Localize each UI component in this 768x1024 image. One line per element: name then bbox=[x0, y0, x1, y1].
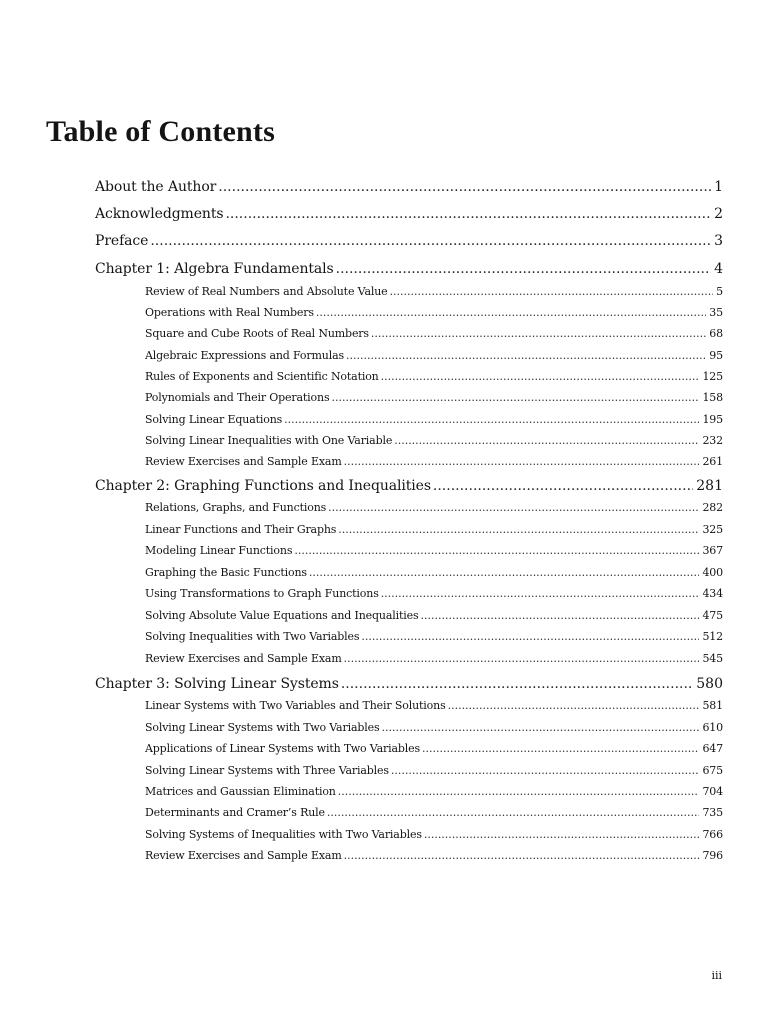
toc-entry-page: 125 bbox=[702, 370, 723, 383]
toc-entry-title: Solving Absolute Value Equations and Inequalities bbox=[145, 609, 419, 622]
toc-section-entry[interactable] bbox=[145, 825, 723, 845]
dot-leader bbox=[390, 282, 714, 302]
toc-entry-title: Determinants and Cramer’s Rule bbox=[145, 806, 325, 819]
toc-entry-page: 580 bbox=[696, 676, 723, 692]
toc-section-entry[interactable] bbox=[145, 718, 723, 738]
toc-section-entry[interactable] bbox=[145, 846, 723, 866]
toc-entry-title: Solving Linear Inequalities with One Variable bbox=[145, 434, 393, 447]
toc-section-entry[interactable] bbox=[145, 520, 723, 540]
toc-entry-title: Solving Linear Systems with Two Variables bbox=[145, 721, 380, 734]
toc-entry-page: 367 bbox=[702, 544, 723, 557]
toc-entry-title: Chapter 1: Algebra Fundamentals bbox=[95, 261, 334, 277]
dot-leader bbox=[328, 498, 699, 518]
dot-leader bbox=[338, 520, 699, 540]
dot-leader bbox=[394, 431, 699, 451]
toc-entry-page: 95 bbox=[709, 349, 723, 362]
toc-section-entry[interactable] bbox=[145, 696, 723, 716]
toc-section-entry[interactable] bbox=[145, 761, 723, 781]
dot-leader bbox=[341, 672, 693, 696]
toc-section-entry[interactable] bbox=[145, 803, 723, 823]
toc-entry-page: 325 bbox=[702, 523, 723, 536]
dot-leader bbox=[344, 649, 700, 669]
toc-entry-page: 232 bbox=[702, 434, 723, 447]
dot-leader bbox=[381, 367, 700, 387]
toc-entry-page: 195 bbox=[702, 413, 723, 426]
toc-entry-title: Algebraic Expressions and Formulas bbox=[145, 349, 344, 362]
toc-entry-page: 581 bbox=[702, 699, 723, 712]
toc-entry-page: 512 bbox=[702, 630, 723, 643]
toc-section-entry[interactable] bbox=[145, 388, 723, 408]
toc-entry-title: Review of Real Numbers and Absolute Value bbox=[145, 285, 388, 298]
toc-section-entry[interactable] bbox=[145, 606, 723, 626]
toc-entry-title: Polynomials and Their Operations bbox=[145, 391, 330, 404]
toc-section-entry[interactable] bbox=[145, 563, 723, 583]
dot-leader bbox=[381, 584, 700, 604]
toc-entry-title: Review Exercises and Sample Exam bbox=[145, 455, 342, 468]
toc-entry-title: Graphing the Basic Functions bbox=[145, 566, 307, 579]
dot-leader bbox=[361, 627, 699, 647]
toc-section-entry[interactable] bbox=[145, 431, 723, 451]
toc-entry-title: Matrices and Gaussian Elimination bbox=[145, 785, 336, 798]
toc-entry-page: 400 bbox=[702, 566, 723, 579]
toc-entry-page: 4 bbox=[714, 261, 723, 277]
toc-entry-page: 475 bbox=[702, 609, 723, 622]
dot-leader bbox=[421, 606, 700, 626]
toc-entry-page: 2 bbox=[714, 206, 723, 222]
toc-entry-page: 610 bbox=[702, 721, 723, 734]
toc-entry-page: 158 bbox=[702, 391, 723, 404]
toc-entry-title: Preface bbox=[95, 233, 149, 249]
toc-chapter-entry[interactable] bbox=[95, 672, 723, 696]
toc-entry-title: Chapter 2: Graphing Functions and Inequalities bbox=[95, 478, 431, 494]
toc-section-entry[interactable] bbox=[145, 649, 723, 669]
dot-leader bbox=[424, 825, 700, 845]
toc-entry-title: Review Exercises and Sample Exam bbox=[145, 849, 342, 862]
toc-chapter-entry[interactable] bbox=[95, 257, 723, 281]
toc-entry-page: 766 bbox=[702, 828, 723, 841]
dot-leader bbox=[344, 452, 700, 472]
toc-entry-page: 281 bbox=[696, 478, 723, 494]
dot-leader bbox=[433, 474, 693, 498]
toc-entry-page: 5 bbox=[716, 285, 723, 298]
toc-entry-page: 3 bbox=[714, 233, 723, 249]
toc-section-entry[interactable] bbox=[145, 303, 723, 323]
dot-leader bbox=[225, 202, 711, 226]
dot-leader bbox=[338, 782, 700, 802]
toc-entry-title: Operations with Real Numbers bbox=[145, 306, 314, 319]
toc-chapter-entry[interactable] bbox=[95, 175, 723, 199]
toc-entry-title: Solving Linear Systems with Three Variables bbox=[145, 764, 389, 777]
page-title: Table of Contents bbox=[46, 115, 275, 148]
dot-leader bbox=[344, 846, 700, 866]
dot-leader bbox=[422, 739, 699, 759]
toc-entry-page: 1 bbox=[714, 179, 723, 195]
dot-leader bbox=[381, 718, 699, 738]
toc-entry-title: Applications of Linear Systems with Two Variables bbox=[145, 742, 420, 755]
toc-section-entry[interactable] bbox=[145, 584, 723, 604]
dot-leader bbox=[448, 696, 700, 716]
dot-leader bbox=[309, 563, 700, 583]
toc-entry-page: 647 bbox=[702, 742, 723, 755]
toc-entry-title: Using Transformations to Graph Functions bbox=[145, 587, 379, 600]
dot-leader bbox=[316, 303, 706, 323]
toc-entry-page: 35 bbox=[709, 306, 723, 319]
toc-entry-title: Acknowledgments bbox=[95, 206, 224, 222]
dot-leader bbox=[346, 346, 706, 366]
toc-chapter-entry[interactable] bbox=[95, 474, 723, 498]
dot-leader bbox=[391, 761, 700, 781]
toc-entry-page: 675 bbox=[702, 764, 723, 777]
toc-entry-title: Solving Linear Equations bbox=[145, 413, 283, 426]
toc-section-entry[interactable] bbox=[145, 782, 723, 802]
toc-section-entry[interactable] bbox=[145, 452, 723, 472]
toc-entry-title: Solving Inequalities with Two Variables bbox=[145, 630, 360, 643]
toc-entry-title: Linear Systems with Two Variables and Their Solutions bbox=[145, 699, 446, 712]
toc-chapter-entry[interactable] bbox=[95, 229, 723, 253]
toc-section-entry[interactable] bbox=[145, 346, 723, 366]
toc-section-entry[interactable] bbox=[145, 367, 723, 387]
toc-entry-page: 704 bbox=[702, 785, 723, 798]
toc-section-entry[interactable] bbox=[145, 541, 723, 561]
toc-section-entry[interactable] bbox=[145, 282, 723, 302]
dot-leader bbox=[284, 410, 699, 430]
toc-entry-title: Square and Cube Roots of Real Numbers bbox=[145, 327, 369, 340]
toc-section-entry[interactable] bbox=[145, 324, 723, 344]
page-number: iii bbox=[711, 969, 722, 982]
toc-section-entry[interactable] bbox=[145, 627, 723, 647]
dot-leader bbox=[336, 257, 711, 281]
dot-leader bbox=[150, 229, 711, 253]
toc-entry-page: 545 bbox=[702, 652, 723, 665]
toc-section-entry[interactable] bbox=[145, 498, 723, 518]
toc-entry-page: 796 bbox=[702, 849, 723, 862]
toc-entry-title: Modeling Linear Functions bbox=[145, 544, 293, 557]
toc-entry-title: Review Exercises and Sample Exam bbox=[145, 652, 342, 665]
toc-chapter-entry[interactable] bbox=[95, 202, 723, 226]
toc-entry-title: Relations, Graphs, and Functions bbox=[145, 501, 327, 514]
toc-entry-title: About the Author bbox=[95, 179, 217, 195]
toc-section-entry[interactable] bbox=[145, 410, 723, 430]
toc-entry-title: Linear Functions and Their Graphs bbox=[145, 523, 337, 536]
toc-entry-title: Solving Systems of Inequalities with Two Variables bbox=[145, 828, 422, 841]
dot-leader bbox=[218, 175, 711, 199]
dot-leader bbox=[327, 803, 700, 823]
dot-leader bbox=[371, 324, 706, 344]
toc-entry-title: Rules of Exponents and Scientific Notation bbox=[145, 370, 379, 383]
toc-entry-page: 261 bbox=[702, 455, 723, 468]
toc-entry-title: Chapter 3: Solving Linear Systems bbox=[95, 676, 339, 692]
toc-entry-page: 68 bbox=[709, 327, 723, 340]
dot-leader bbox=[331, 388, 699, 408]
toc-entry-page: 282 bbox=[702, 501, 723, 514]
toc-entry-page: 735 bbox=[702, 806, 723, 819]
toc-entry-page: 434 bbox=[702, 587, 723, 600]
toc-section-entry[interactable] bbox=[145, 739, 723, 759]
dot-leader bbox=[294, 541, 699, 561]
